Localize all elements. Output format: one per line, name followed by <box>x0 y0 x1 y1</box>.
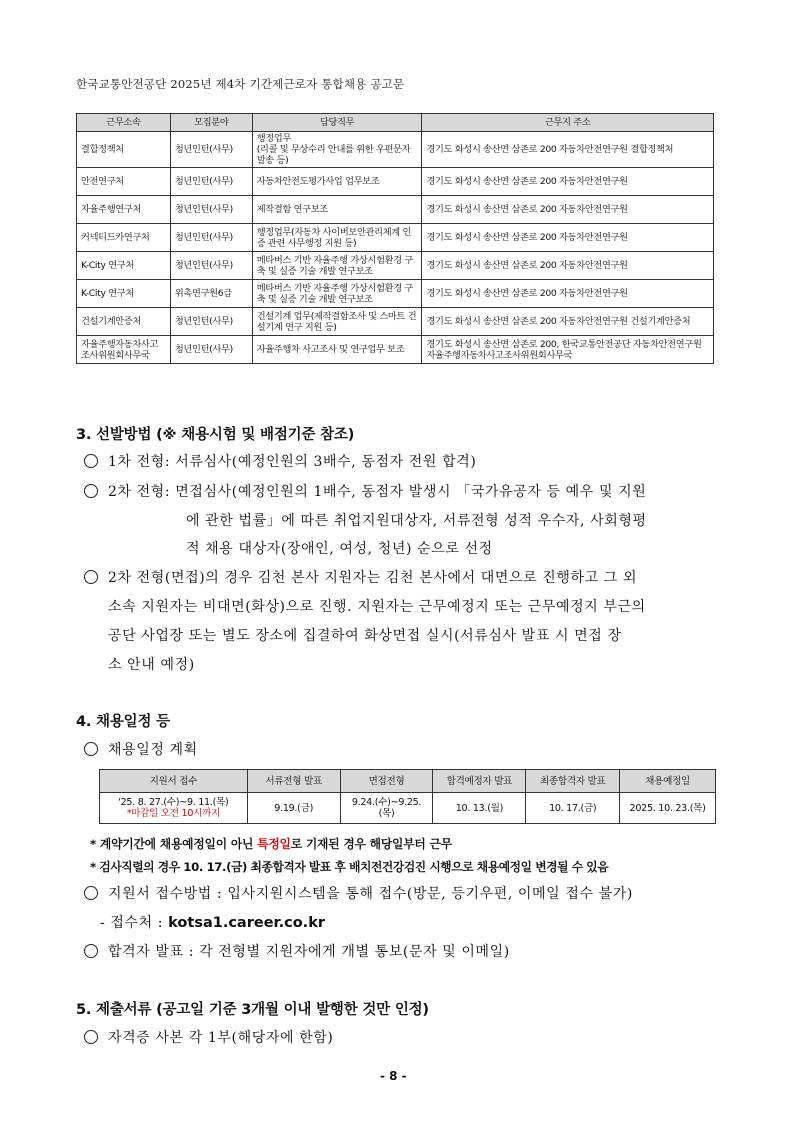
announce-item <box>84 941 510 961</box>
field-cell: 청년인턴(사무) <box>170 132 252 168</box>
receipt-period: '25. 8. 27.(수)~9. 11.(목) <box>118 797 229 808</box>
note-1-suffix: 로 기재된 경우 해당일부터 근무 <box>290 837 452 851</box>
schedule-table-header <box>100 770 716 793</box>
circle-bullet-icon <box>84 454 98 468</box>
dept-cell: 자율주행연구처 <box>77 196 171 224</box>
duty-cell: 메타버스 기반 자율주행 가상시험환경 구축 및 실증 기술 개발 연구보조 <box>252 252 422 280</box>
dept-cell: 건설기계안증처 <box>77 308 171 336</box>
hire-date: 2025. 10. 23.(목) <box>620 793 716 824</box>
section5-title: 5. 제출서류 (공고일 기준 3개월 이내 발행한 것만 인정) <box>76 1002 429 1018</box>
circle-bullet-icon <box>84 944 98 958</box>
schedule-row <box>100 793 716 824</box>
circle-bullet-icon <box>84 742 98 756</box>
field-cell: 위촉연구원6급 <box>170 280 252 308</box>
duty-cell: 건설기계 업무(제작결함조사 및 스마트 건설기계 연구 지원 등) <box>252 308 422 336</box>
schedule-plan-text: 채용일정 계획 <box>108 742 198 758</box>
receipt-deadline: *마감일 오전 10시까지 <box>126 808 221 819</box>
selection-item-2-line-2: 에 관한 법률」에 따른 취업지원대상자, 서류전형 성적 우수자, 사회형평 <box>186 513 647 529</box>
assignment-table-header <box>77 114 714 132</box>
dept-cell: 안전연구처 <box>77 168 171 196</box>
section4-title: 4. 채용일정 등 <box>76 714 170 730</box>
interview-date: 9.24.(수)~9.25.(목) <box>340 793 433 824</box>
field-cell: 청년인턴(사무) <box>170 224 252 252</box>
selection-item-3-line-3: 공단 사업장 또는 별도 장소에 집결하여 화상면접 실시(서류심사 발표 시 면접 장 <box>108 628 622 644</box>
dept-cell: K-City 연구처 <box>77 280 171 308</box>
apply-method-text: 지원서 접수방법 : 입사지원시스템을 통해 접수(방문, 등기우편, 이메일 접수 불가) <box>108 886 633 902</box>
note-1-prefix: * 계약기간에 채용예정일이 아닌 <box>90 837 258 851</box>
address-cell: 경기도 화성시 송산면 삼존로 200 자동차안전연구원 <box>422 168 714 196</box>
assignment-table-row <box>77 336 714 364</box>
assignment-table-row <box>77 132 714 168</box>
documents-item-1-text: 자격증 사본 각 1부(해당자에 한함) <box>108 1030 334 1046</box>
selection-item-3-line-4: 소 안내 예정) <box>108 657 195 673</box>
duty-cell: 자동차안전도평가사업 업무보조 <box>252 168 422 196</box>
assignment-table <box>76 113 714 364</box>
circle-bullet-icon <box>84 484 98 498</box>
page-number: - 8 - <box>380 1069 407 1083</box>
receipt-period-cell <box>100 793 248 824</box>
schedule-note-1 <box>90 835 452 852</box>
col-header-prelim-result: 합격예정자 발표 <box>433 770 526 793</box>
dept-cell: K-City 연구처 <box>77 252 171 280</box>
duty-cell: 제작결함 연구보조 <box>252 196 422 224</box>
col-header-address: 근무지 주소 <box>422 114 714 132</box>
assignment-table-row <box>77 168 714 196</box>
selection-item-1 <box>84 451 476 471</box>
apply-site-label: - 접수처 : <box>100 915 169 931</box>
col-header-dept: 근무소속 <box>77 114 171 132</box>
col-header-final-result: 최종합격자 발표 <box>526 770 620 793</box>
assignment-table-row <box>77 224 714 252</box>
dept-cell: 커넥티드카연구처 <box>77 224 171 252</box>
apply-method <box>84 883 633 903</box>
address-cell: 경기도 화성시 송산면 삼존로 200, 한국교통안전공단 자동차안전연구원 자율주행자동차사고조사위원회사무국 <box>422 336 714 364</box>
announce-text: 합격자 발표 : 각 전형별 지원자에게 개별 통보(문자 및 이메일) <box>108 944 510 960</box>
dept-cell: 결합정책처 <box>77 132 171 168</box>
selection-item-3-line-1: 2차 전형(면접)의 경우 김천 본사 지원자는 김천 본사에서 대면으로 진행하고 그 외 <box>108 570 638 586</box>
duty-cell: 행정업무 (리콜 및 무상수리 안내를 위한 우편문자 발송 등) <box>252 132 422 168</box>
schedule-table <box>99 769 716 824</box>
selection-item-2 <box>84 481 646 501</box>
assignment-table-row <box>77 196 714 224</box>
apply-site <box>100 912 325 932</box>
col-header-hire-date: 채용예정일 <box>620 770 716 793</box>
document-result-date: 9.19.(금) <box>247 793 340 824</box>
assignment-table-row <box>77 280 714 308</box>
circle-bullet-icon <box>84 570 98 584</box>
schedule-plan-label <box>84 739 198 759</box>
documents-item-1 <box>84 1027 333 1047</box>
selection-item-2-line-1: 2차 전형: 면접심사(예정인원의 1배수, 동점자 발생시 「국가유공자 등 예우 및 지원 <box>108 484 647 500</box>
duty-cell: 행정업무(자동차 사이버보안관리체계 인증 관련 사무행정 지원 등) <box>252 224 422 252</box>
apply-site-link[interactable]: kotsa1.career.co.kr <box>168 915 325 931</box>
assignment-table-row <box>77 252 714 280</box>
field-cell: 청년인턴(사무) <box>170 168 252 196</box>
address-cell: 경기도 화성시 송산면 삼존로 200 자동차안전연구원 <box>422 224 714 252</box>
address-cell: 경기도 화성시 송산면 삼존로 200 자동차안전연구원 결합정책처 <box>422 132 714 168</box>
address-cell: 경기도 화성시 송산면 삼존로 200 자동차안전연구원 <box>422 196 714 224</box>
selection-item-3 <box>84 567 637 587</box>
assignment-table-body <box>77 132 714 364</box>
document-header: 한국교통안전공단 2025년 제4차 기간제근로자 통합채용 공고문 <box>76 77 405 91</box>
field-cell: 청년인턴(사무) <box>170 336 252 364</box>
selection-item-3-line-2: 소속 지원자는 비대면(화상)으로 진행. 지원자는 근무예정지 또는 근무예정지 부근의 <box>108 599 646 615</box>
section3-title: 3. 선발방법 (※ 채용시험 및 배점기준 참조) <box>76 427 355 443</box>
circle-bullet-icon <box>84 1030 98 1044</box>
duty-cell: 자율주행차 사고조사 및 연구업무 보조 <box>252 336 422 364</box>
assignment-table-row <box>77 308 714 336</box>
field-cell: 청년인턴(사무) <box>170 308 252 336</box>
col-header-interview: 면접전형 <box>340 770 433 793</box>
col-header-document-result: 서류전형 발표 <box>247 770 340 793</box>
schedule-note-2: * 검사직렬의 경우 10. 17.(금) 최종합격자 발표 후 배치전건강검진 시행으로 채용예정일 변경될 수 있음 <box>90 860 609 874</box>
prelim-result-date: 10. 13.(월) <box>433 793 526 824</box>
selection-item-1-text: 1차 전형: 서류심사(예정인원의 3배수, 동점자 전원 합격) <box>108 454 477 470</box>
field-cell: 청년인턴(사무) <box>170 252 252 280</box>
address-cell: 경기도 화성시 송산면 삼존로 200 자동차안전연구원 <box>422 280 714 308</box>
note-1-highlight: 특정일 <box>257 837 291 851</box>
selection-item-2-line-3: 적 채용 대상자(장애인, 여성, 청년) 순으로 선정 <box>186 541 493 557</box>
final-result-date: 10. 17.(금) <box>526 793 620 824</box>
col-header-field: 모집분야 <box>170 114 252 132</box>
duty-cell: 메타버스 기반 자율주행 가상시험환경 구축 및 실증 기술 개발 연구보조 <box>252 280 422 308</box>
col-header-duty: 담당직무 <box>252 114 422 132</box>
field-cell: 청년인턴(사무) <box>170 196 252 224</box>
circle-bullet-icon <box>84 886 98 900</box>
address-cell: 경기도 화성시 송산면 삼존로 200 자동차안전연구원 <box>422 252 714 280</box>
dept-cell: 자율주행자동차사고 조사위원회사무국 <box>77 336 171 364</box>
col-header-receipt: 지원서 접수 <box>100 770 248 793</box>
address-cell: 경기도 화성시 송산면 삼존로 200 자동차안전연구원 건설기계안증처 <box>422 308 714 336</box>
